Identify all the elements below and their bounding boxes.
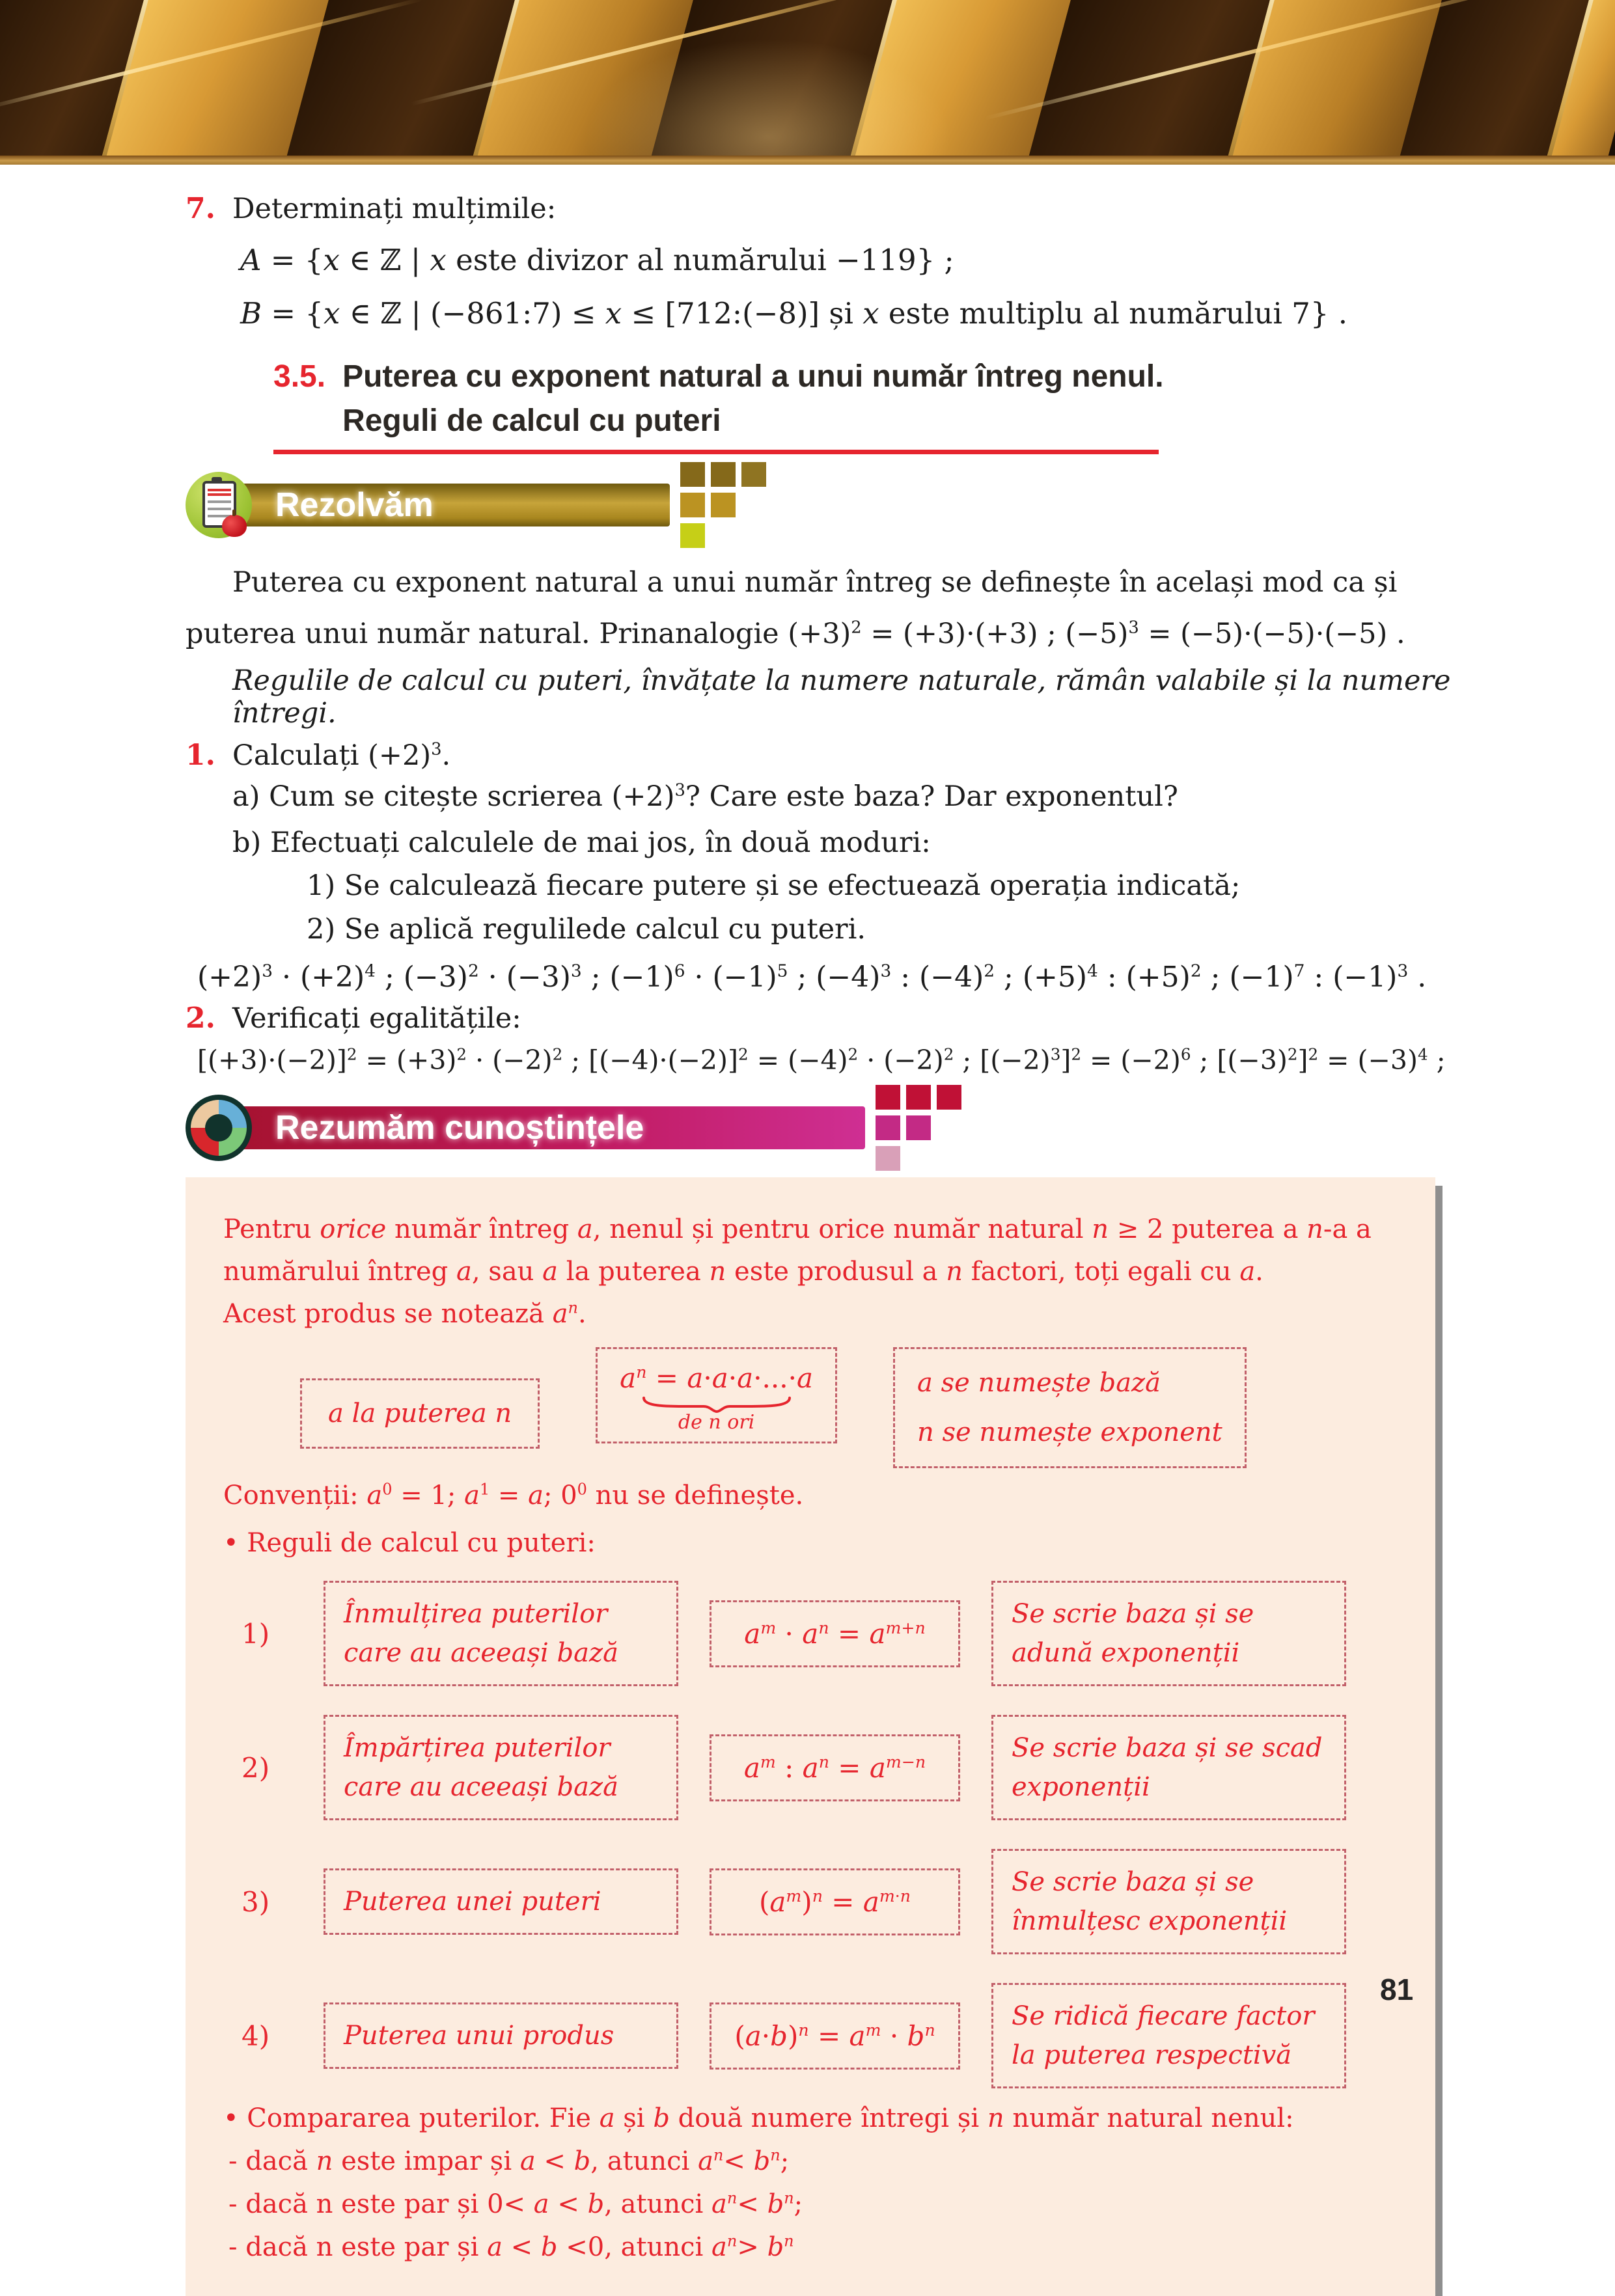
rule-3-name: Puterea unei puteri	[324, 1868, 678, 1935]
header-banner	[0, 0, 1615, 165]
rule-1-number: 1)	[242, 1617, 270, 1650]
square	[906, 1115, 931, 1140]
comparison-rule-even-positive: - dacă n este par și 0< a < b, atunci $a^n< b^n$;	[228, 2189, 803, 2220]
rule-1-formula: $a^m \cdot a^n = a^{m+n}$	[710, 1600, 960, 1667]
rule-1-description: Se scrie baza și se adună exponenții	[991, 1581, 1346, 1686]
square	[876, 1115, 900, 1140]
problem-7-set-b: B = {x ∈ ℤ | (−861:7) ≤ x ≤ [712:(−8)] și x este multiplu al numărului 7} .	[240, 296, 1348, 331]
power-formula-box	[596, 1347, 837, 1443]
section-title	[342, 355, 1164, 443]
section-title-line2: Reguli de calcul cu puteri	[342, 403, 721, 438]
summary-paragraph-2: Acest produs se notează $a^n$.	[223, 1298, 587, 1330]
rule-2-description: Se scrie baza și se scad exponenții	[991, 1715, 1346, 1820]
problem-1-sub-1: 1) Se calculează fiecare putere și se efectuează operația indicată;	[307, 869, 1241, 903]
rezolvam-label: Rezolvăm	[230, 484, 670, 526]
rezumam-label: Rezumăm cunoștințele	[230, 1106, 865, 1149]
square	[680, 462, 705, 487]
comparison-rule-even-negative: - dacă n este par și a < b <0, atunci $a^n> b^n$	[228, 2232, 794, 2263]
clipboard-line	[208, 500, 231, 503]
base-definition: a se numește bază	[917, 1367, 1161, 1398]
problem-2-number: 2.	[186, 1002, 215, 1035]
section-title-line1: Puterea cu exponent natural a unui număr întreg nenul.	[342, 359, 1164, 394]
power-formula: $a^n = a\cdot a\cdot a\cdot...\cdot a$	[620, 1361, 814, 1394]
page-number: 81	[1380, 1973, 1414, 2006]
rule-3-formula: $(a^m)^n = a^{m\cdot n}$	[710, 1868, 960, 1935]
clipboard-apple-icon	[186, 472, 252, 538]
rule-4-description: Se ridică fiecare factor la puterea respectivă	[991, 1983, 1346, 2088]
square	[711, 493, 736, 517]
problem-1	[186, 739, 1452, 772]
base-exponent-box	[893, 1347, 1247, 1468]
rule-4-number: 4)	[242, 2019, 270, 2052]
square	[876, 1085, 900, 1110]
header-bottom-rule	[0, 156, 1615, 165]
rule-1-name: Înmulțirea puterilor care au aceeași bază	[324, 1581, 678, 1686]
square-empty	[741, 493, 766, 517]
rule-4-name: Puterea unui produs	[324, 2002, 678, 2069]
summary-paragraph-1: Pentru orice număr întreg a, nenul și pentru orice număr natural n ≥ 2 puterea a n-a a numărului întreg a, sau a la puterea n este produsul a n factori, toți egali cu a.	[223, 1214, 1372, 1287]
problem-2	[186, 1002, 1452, 1035]
definition-boxes-row	[300, 1347, 1398, 1468]
comparison-rule-odd: - dacă n este impar și a < b, atunci $a^n< b^n$;	[228, 2146, 790, 2177]
square-empty	[937, 1115, 961, 1140]
square	[741, 462, 766, 487]
square	[711, 462, 736, 487]
rezolvam-badge	[186, 472, 1452, 538]
power-name-box: a la puterea n	[300, 1378, 540, 1449]
rule-2-number: 2)	[242, 1751, 270, 1784]
rules-heading: • Reguli de calcul cu puteri:	[223, 1527, 596, 1558]
clipboard-line	[208, 508, 231, 510]
summary-box	[186, 1177, 1435, 2296]
problem-7	[186, 192, 1452, 225]
problem-1-sub-2: 2) Se aplică regulilede calcul cu puteri.	[307, 912, 866, 946]
rule-3-number: 3)	[242, 1885, 270, 1918]
comparison-heading: • Compararea puterilor. Fie a și b două numere întregi și n număr natural nenul:	[223, 2103, 1294, 2134]
problem-2-equalities: $[(+3)\cdot(-2)]^2 = (+3)^2 \cdot (-2)^2$ ; $[(-4)\cdot(-2)]^2 = (-4)^2 \cdot (-2)^2$ ; $[(-2)^3]^2 = (-2)^6$ ; $[(-3)^2]^2 = (-3)^4$ ;	[197, 1045, 1446, 1076]
problem-1-expressions: $(+2)^3 \cdot (+2)^4$ ; $(-3)^2 \cdot (-3)^3$ ; $(-1)^6 \cdot (-1)^5$ ; $(-4)^3$ : $(-4)^2$ ; $(+5)^4$ : $(+5)^2$ ; $(-1)^7$ : $(-1)^3$ .	[197, 961, 1427, 994]
intro-paragraph: Puterea cu exponent natural a unui număr întreg se definește în același mod ca și puterea unui număr natural. Prinanalogie $(+3)^2 = (+3)\cdot(+3)$ ; $(-5)^3 = (-5)\cdot(-5)\cdot(-5)$ .	[186, 566, 1405, 650]
problem-1-title: Calculați $(+2)^3$.	[232, 739, 451, 772]
cycle-arrows-icon	[186, 1095, 252, 1161]
problem-1-item-a: a) Cum se citește scrierea $(+2)^3$? Care este baza? Dar exponentul?	[232, 780, 1178, 813]
problem-7-set-a: A = {x ∈ ℤ | x este divizor al numărului −119} ;	[240, 243, 954, 277]
intro-italic-note: Regulile de calcul cu puteri, învățate la numere naturale, rămân valabile și la numere întregi.	[232, 664, 1451, 730]
section-number: 3.5.	[273, 359, 326, 394]
problem-1-number: 1.	[186, 739, 215, 772]
exponent-definition: n se numește exponent	[917, 1417, 1222, 1447]
header-glow	[586, 39, 950, 165]
rule-4-formula: $(a\cdot b)^n = a^m \cdot b^n$	[710, 2002, 960, 2070]
clipboard-line	[208, 489, 231, 491]
underbrace-caption: de n ori	[678, 1410, 755, 1434]
problem-1-item-b: b) Efectuați calculele de mai jos, în două moduri:	[232, 826, 931, 859]
rule-2-name: Împărțirea puterilor care au aceeași bază	[324, 1715, 678, 1820]
rezumam-badge	[186, 1095, 1452, 1160]
clipboard-line	[208, 493, 231, 496]
gold-squares-decoration	[680, 462, 766, 548]
square	[680, 523, 705, 548]
square	[937, 1085, 961, 1110]
magenta-squares-decoration	[876, 1085, 961, 1171]
conventions-line: Convenții: $a^0 = 1$; $a^1 = a$; $0^0$ nu se definește.	[223, 1480, 804, 1510]
section-underline	[273, 450, 1159, 454]
rules-table	[242, 1581, 1398, 2088]
problem-7-title: Determinați mulțimile:	[232, 193, 557, 225]
rule-3-description: Se scrie baza și se înmulțesc exponenții	[991, 1849, 1346, 1954]
cycle-ring	[191, 1100, 247, 1156]
problem-7-number: 7.	[186, 192, 215, 225]
section-heading	[273, 355, 1452, 443]
square	[876, 1146, 900, 1171]
square	[906, 1085, 931, 1110]
problem-2-title: Verificați egalitățile:	[232, 1002, 521, 1035]
page-content	[0, 165, 1615, 2296]
apple-icon	[222, 515, 247, 537]
square	[680, 493, 705, 517]
rule-2-formula: $a^m$ : $a^n = a^{m-n}$	[710, 1734, 960, 1801]
